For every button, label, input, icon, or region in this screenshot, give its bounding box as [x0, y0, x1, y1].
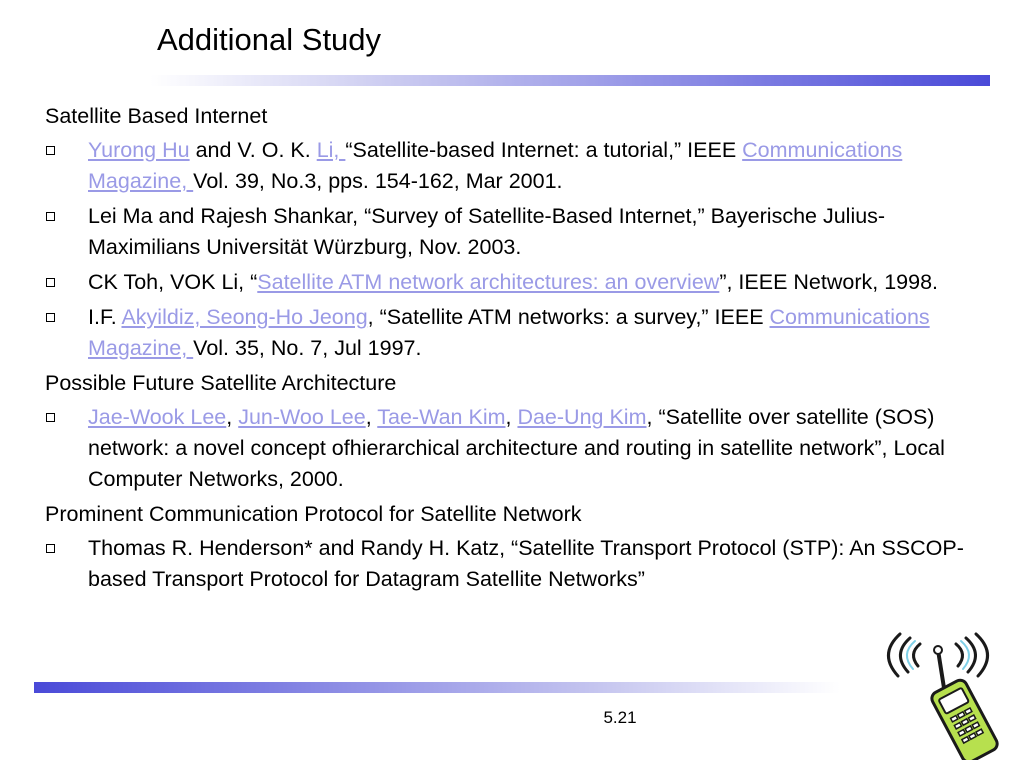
reference-text: ”, IEEE Network, 1998. — [719, 270, 939, 294]
reference-text: , “Satellite over satellite (SOS) network: a novel concept ofhierarchical architecture and routing in satellite network”, Local Computer Networks, 2000. — [88, 405, 945, 491]
bottom-accent-bar — [34, 682, 840, 693]
reference-item — [45, 267, 995, 298]
author-link-jae-wook-lee[interactable]: Jae-Wook Lee — [88, 405, 227, 429]
author-link-dae-ung-kim[interactable]: Dae-Ung Kim — [517, 405, 647, 429]
journal-link-communications-magazine[interactable]: Communications Magazine, — [88, 138, 903, 193]
cellphone-signal-icon — [880, 632, 1000, 760]
hollow-square-bullet-icon — [46, 313, 55, 322]
page-number: 5.21 — [603, 708, 637, 727]
separator-text: , — [226, 405, 239, 429]
hollow-square-bullet-icon — [46, 413, 55, 422]
separator-text: , — [505, 405, 518, 429]
reference-text: Vol. 35, No. 7, Jul 1997. — [193, 336, 422, 360]
reference-item — [45, 533, 995, 595]
reference-text: and V. O. K. — [189, 138, 317, 162]
reference-item — [45, 302, 995, 364]
author-link-tae-wan-kim[interactable]: Tae-Wan Kim — [377, 405, 506, 429]
paper-link-satellite-atm-overview[interactable]: Satellite ATM network architectures: an overview — [257, 270, 720, 294]
hollow-square-bullet-icon — [46, 278, 55, 287]
author-link-akyildiz-jeong[interactable]: Akyildiz, Seong-Ho Jeong — [121, 305, 368, 329]
reference-item — [45, 402, 995, 495]
section-heading-future-architecture: Possible Future Satellite Architecture — [45, 371, 397, 395]
reference-text: Vol. 39, No.3, pps. 154-162, Mar 2001. — [193, 169, 563, 193]
top-accent-bar — [150, 75, 990, 86]
section-heading-communication-protocol: Prominent Communication Protocol for Satellite Network — [45, 502, 582, 526]
reference-text: Lei Ma and Rajesh Shankar, “Survey of Satellite-Based Internet,” Bayerische Julius-Maximilians Universität Würzburg, Nov. 2003. — [88, 204, 886, 259]
reference-text: Thomas R. Henderson* and Randy H. Katz, “Satellite Transport Protocol (STP): An SSCOP-based Transport Protocol for Datagram Satellite Networks” — [88, 536, 964, 591]
author-link-jun-woo-lee[interactable]: Jun-Woo Lee — [238, 405, 366, 429]
reference-text: I.F. — [88, 305, 122, 329]
hollow-square-bullet-icon — [46, 212, 55, 221]
reference-text: , “Satellite ATM networks: a survey,” IEEE — [367, 305, 770, 329]
author-link-yurong-hu[interactable]: Yurong Hu — [88, 138, 190, 162]
separator-text: , — [365, 405, 378, 429]
reference-text: “Satellite-based Internet: a tutorial,” IEEE — [345, 138, 743, 162]
hollow-square-bullet-icon — [46, 544, 55, 553]
reference-item — [45, 201, 995, 263]
slide-content — [45, 98, 995, 599]
hollow-square-bullet-icon — [46, 146, 55, 155]
section-heading-satellite-internet: Satellite Based Internet — [45, 104, 268, 128]
journal-link-communications-magazine[interactable]: Communications Magazine, — [88, 305, 930, 360]
reference-item — [45, 135, 995, 197]
reference-text: CK Toh, VOK Li, “ — [88, 270, 258, 294]
author-link-li[interactable]: Li, — [316, 138, 346, 162]
slide-title: Additional Study — [157, 22, 382, 57]
